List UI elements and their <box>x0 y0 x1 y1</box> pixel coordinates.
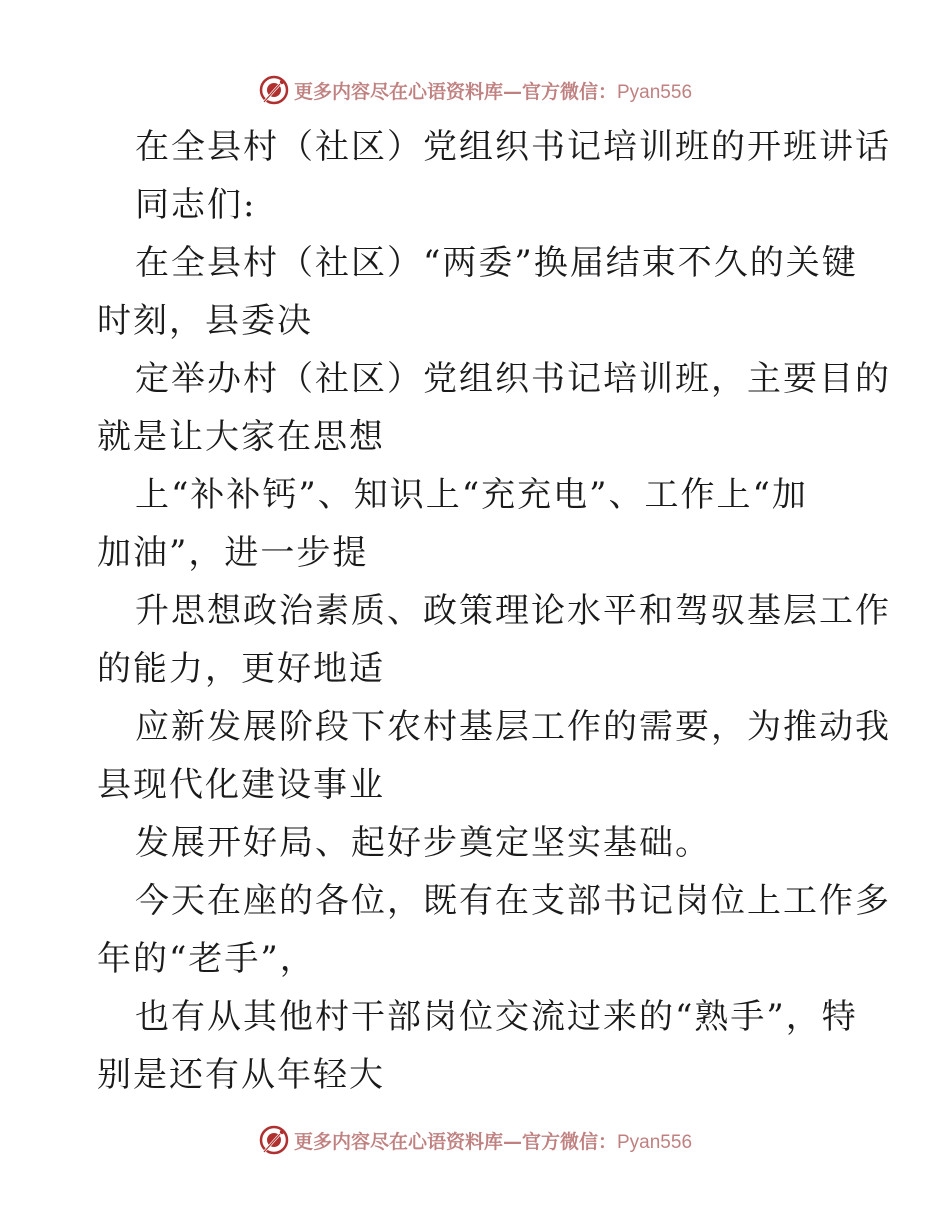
text-line: 上“补补钙”、知识上“充充电”、工作上“加 <box>135 475 808 515</box>
document-body <box>97 118 891 1104</box>
watermark-id: Pyan556 <box>617 1131 693 1153</box>
text-line: 年的“老手”， <box>97 939 316 979</box>
text-line: 就是让大家在思想 <box>97 417 385 457</box>
text-line: 时刻，县委决 <box>97 301 313 341</box>
watermark-id: Pyan556 <box>617 81 693 103</box>
text-line: 的能力，更好地适 <box>97 649 385 689</box>
text-line: 今天在座的各位，既有在支部书记岗位上工作多 <box>135 881 891 921</box>
watermark-text: 更多内容尽在心语资料库—官方微信： <box>293 1130 617 1153</box>
watermark-logo-icon <box>258 74 290 106</box>
text-line: 应新发展阶段下农村基层工作的需要，为推动我 <box>135 707 891 747</box>
text-line: 加油”，进一步提 <box>97 533 369 573</box>
text-line: 发展开好局、起好步奠定坚实基础。 <box>135 823 711 863</box>
text-line: 在全县村（社区）党组织书记培训班的开班讲话 <box>135 127 891 167</box>
text-line: 别是还有从年轻大 <box>97 1055 385 1095</box>
footer-watermark <box>0 1122 950 1158</box>
watermark-logo-icon <box>258 1124 290 1156</box>
header-watermark <box>0 72 950 108</box>
text-line: 同志们: <box>135 185 257 225</box>
watermark-text: 更多内容尽在心语资料库—官方微信： <box>293 80 617 103</box>
text-line: 县现代化建设事业 <box>97 765 385 805</box>
text-line: 也有从其他村干部岗位交流过来的“熟手”，特 <box>135 997 858 1037</box>
text-line: 在全县村（社区）“两委”换届结束不久的关键 <box>135 243 858 283</box>
text-line: 定举办村（社区）党组织书记培训班，主要目的 <box>135 359 891 399</box>
text-line: 升思想政治素质、政策理论水平和驾驭基层工作 <box>135 591 891 631</box>
